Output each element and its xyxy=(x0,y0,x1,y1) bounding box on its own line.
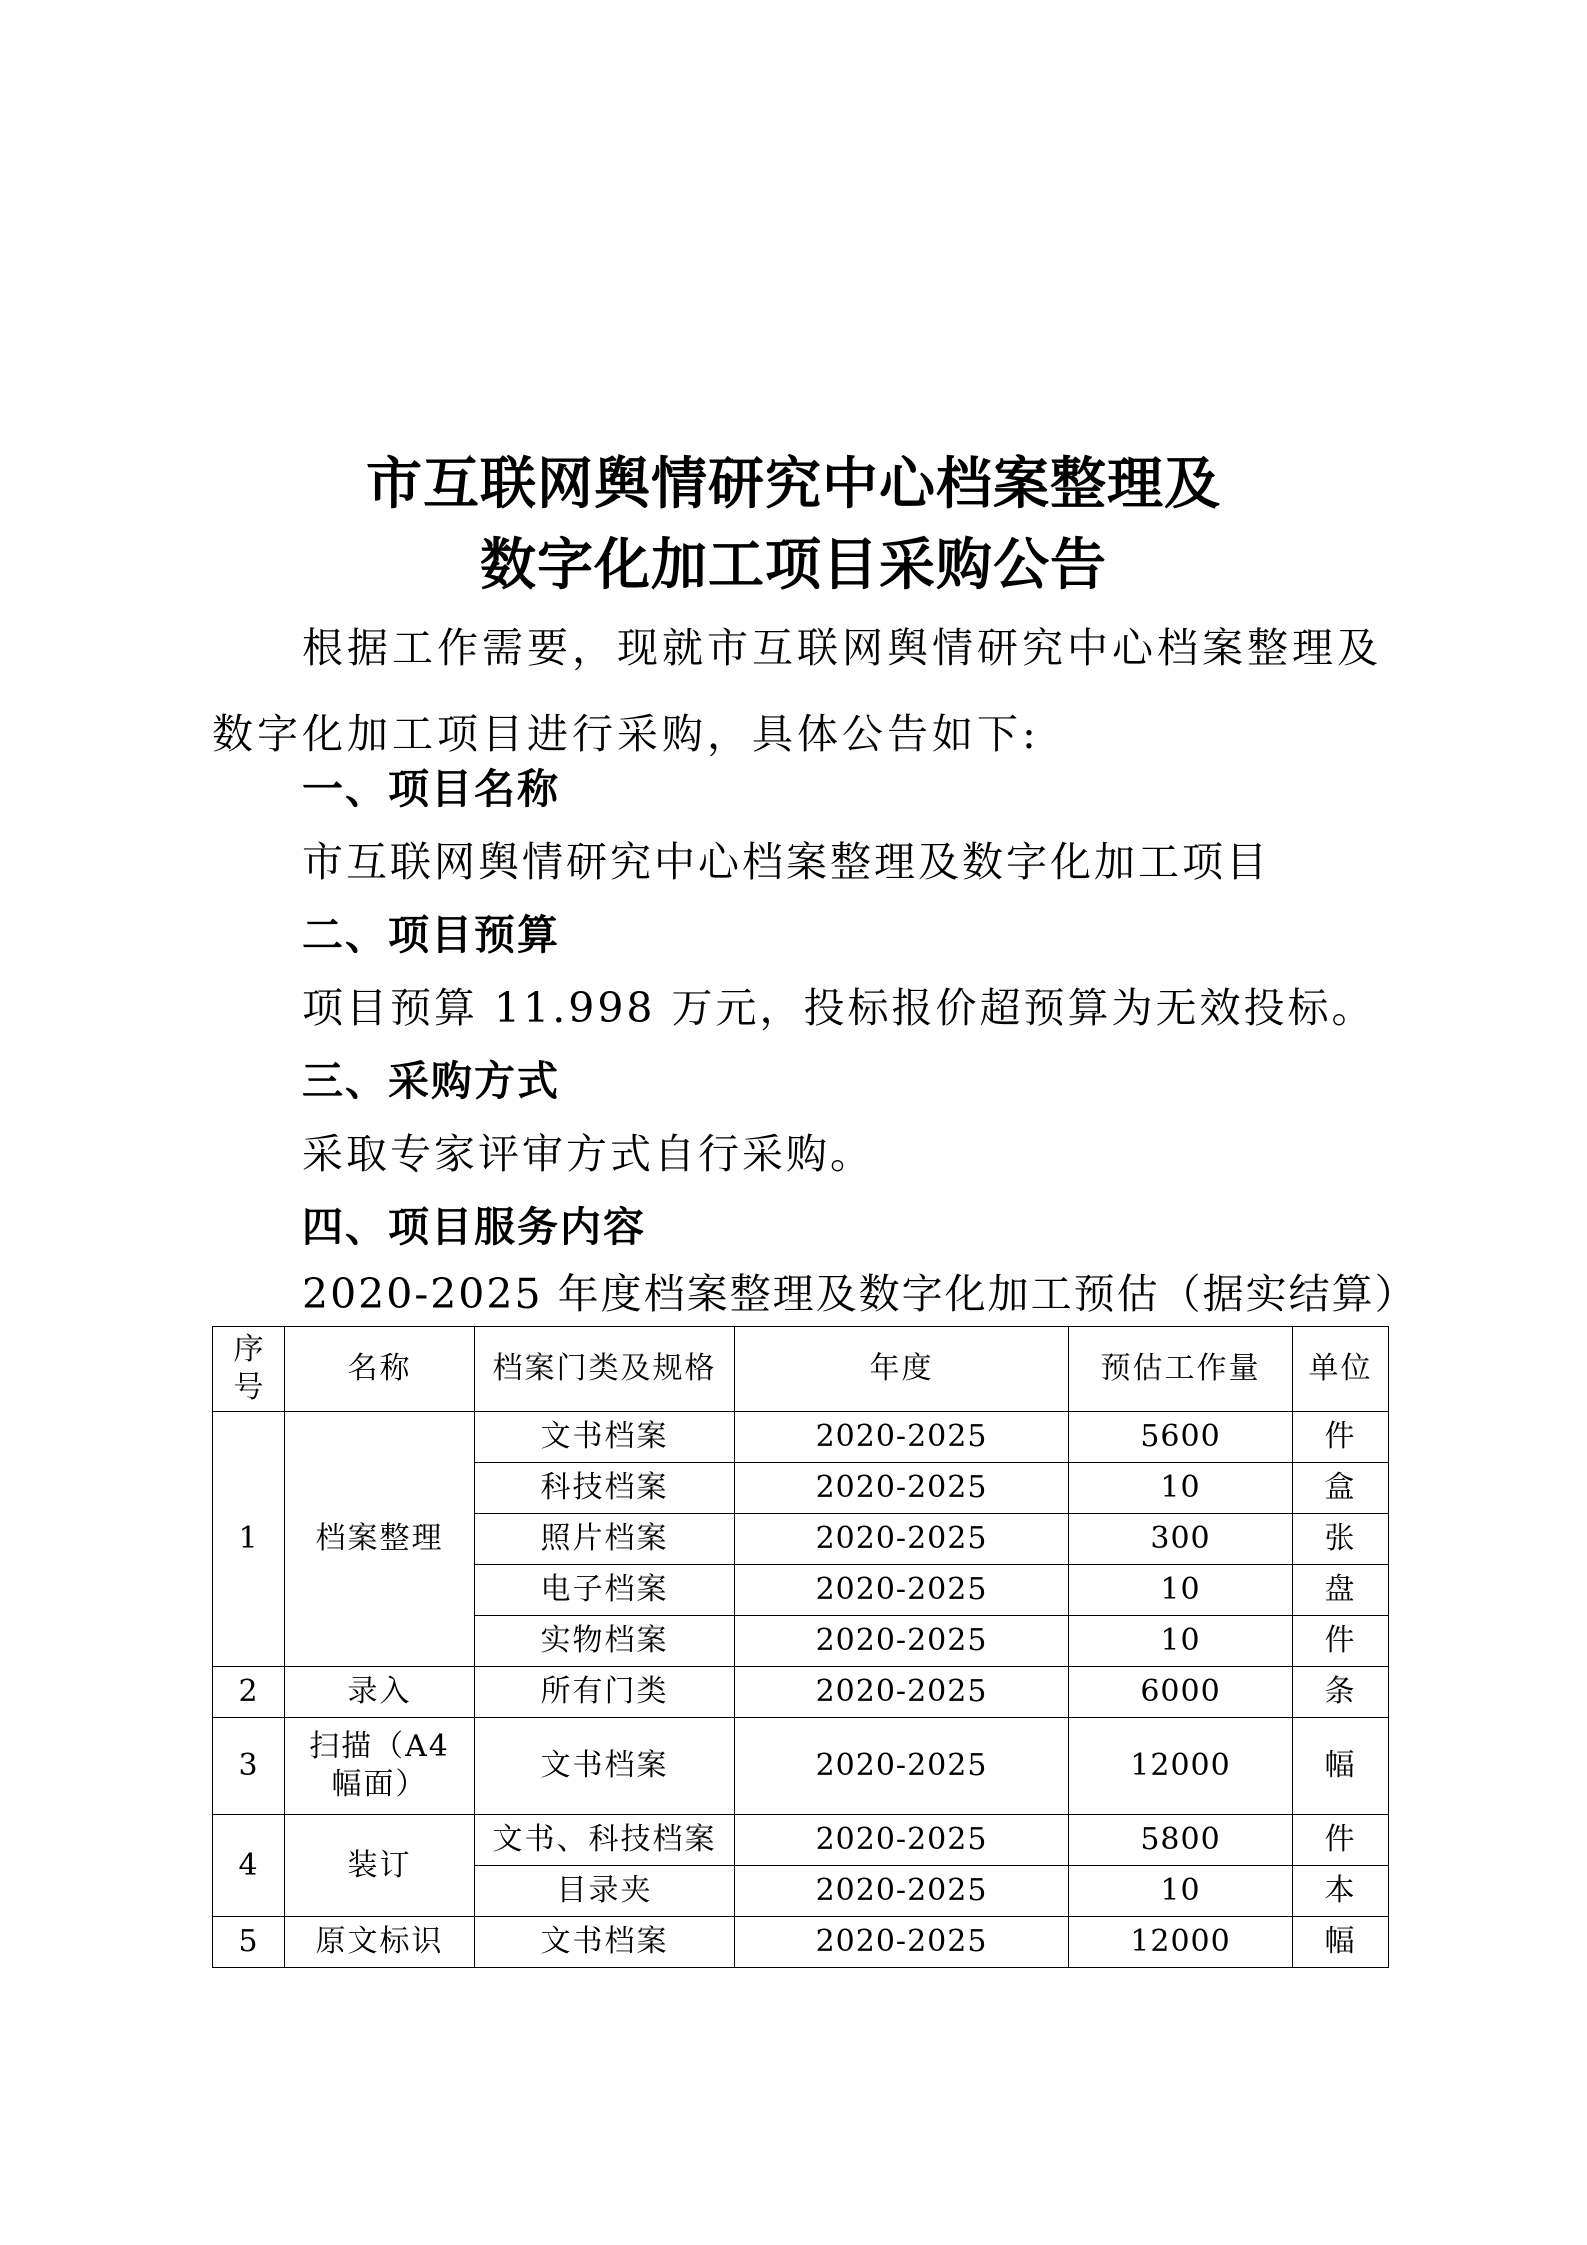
header-year: 年度 xyxy=(735,1327,1069,1412)
table-row xyxy=(213,1412,1389,1463)
row-no: 2 xyxy=(213,1667,285,1718)
row-unit: 件 xyxy=(1293,1815,1389,1866)
workload-table xyxy=(212,1326,1389,1968)
row-no: 4 xyxy=(213,1815,285,1917)
table-row xyxy=(213,1815,1389,1866)
table-row xyxy=(213,1667,1389,1718)
row-year: 2020-2025 xyxy=(735,1514,1069,1565)
intro-paragraph: 根据工作需要，现就市互联网舆情研究中心档案整理及数字化加工项目进行采购，具体公告如下: xyxy=(212,624,1382,758)
row-name: 扫描（A4 幅面） xyxy=(285,1718,475,1815)
row-category: 文书档案 xyxy=(475,1917,735,1968)
section-heading-project-name: 一、项目名称 xyxy=(302,765,560,813)
row-category: 照片档案 xyxy=(475,1514,735,1565)
row-no: 5 xyxy=(213,1917,285,1968)
row-category: 文书档案 xyxy=(475,1412,735,1463)
section-heading-budget: 二、项目预算 xyxy=(302,911,560,959)
row-year: 2020-2025 xyxy=(735,1565,1069,1616)
row-qty: 10 xyxy=(1069,1616,1293,1667)
header-qty: 预估工作量 xyxy=(1069,1327,1293,1412)
row-year: 2020-2025 xyxy=(735,1616,1069,1667)
row-unit: 件 xyxy=(1293,1616,1389,1667)
table-row xyxy=(213,1718,1389,1815)
row-category: 实物档案 xyxy=(475,1616,735,1667)
row-name: 原文标识 xyxy=(285,1917,475,1968)
section-body-procurement-method: 采取专家评审方式自行采购。 xyxy=(302,1130,874,1178)
row-unit: 本 xyxy=(1293,1866,1389,1917)
header-unit: 单位 xyxy=(1293,1327,1389,1412)
row-unit: 张 xyxy=(1293,1514,1389,1565)
document-title-line-2: 数字化加工项目采购公告 xyxy=(480,533,1107,598)
row-year: 2020-2025 xyxy=(735,1917,1069,1968)
row-qty: 300 xyxy=(1069,1514,1293,1565)
row-qty: 10 xyxy=(1069,1463,1293,1514)
table-header-row xyxy=(213,1327,1389,1412)
row-qty: 10 xyxy=(1069,1866,1293,1917)
section-heading-procurement-method: 三、采购方式 xyxy=(302,1057,560,1105)
row-qty: 10 xyxy=(1069,1565,1293,1616)
row-unit: 盒 xyxy=(1293,1463,1389,1514)
table-caption: 2020-2025 年度档案整理及数字化加工预估（据实结算） xyxy=(302,1270,1418,1318)
row-qty: 12000 xyxy=(1069,1917,1293,1968)
row-no: 1 xyxy=(213,1412,285,1667)
row-unit: 幅 xyxy=(1293,1718,1389,1815)
row-year: 2020-2025 xyxy=(735,1866,1069,1917)
row-unit: 件 xyxy=(1293,1412,1389,1463)
row-category: 科技档案 xyxy=(475,1463,735,1514)
row-year: 2020-2025 xyxy=(735,1412,1069,1463)
header-name: 名称 xyxy=(285,1327,475,1412)
section-heading-service-content: 四、项目服务内容 xyxy=(302,1203,646,1251)
row-unit: 幅 xyxy=(1293,1917,1389,1968)
header-category: 档案门类及规格 xyxy=(475,1327,735,1412)
row-name: 录入 xyxy=(285,1667,475,1718)
row-qty: 6000 xyxy=(1069,1667,1293,1718)
row-no: 3 xyxy=(213,1718,285,1815)
row-qty: 5600 xyxy=(1069,1412,1293,1463)
section-body-project-name: 市互联网舆情研究中心档案整理及数字化加工项目 xyxy=(302,838,1270,886)
row-category: 文书档案 xyxy=(475,1718,735,1815)
row-qty: 12000 xyxy=(1069,1718,1293,1815)
row-category: 文书、科技档案 xyxy=(475,1815,735,1866)
row-category: 目录夹 xyxy=(475,1866,735,1917)
row-unit: 条 xyxy=(1293,1667,1389,1718)
table-row xyxy=(213,1917,1389,1968)
document-title-line-1: 市互联网舆情研究中心档案整理及 xyxy=(366,452,1221,517)
row-year: 2020-2025 xyxy=(735,1463,1069,1514)
row-unit: 盘 xyxy=(1293,1565,1389,1616)
row-name: 档案整理 xyxy=(285,1412,475,1667)
row-year: 2020-2025 xyxy=(735,1667,1069,1718)
row-category: 所有门类 xyxy=(475,1667,735,1718)
header-no: 序号 xyxy=(213,1327,285,1412)
row-year: 2020-2025 xyxy=(735,1815,1069,1866)
row-qty: 5800 xyxy=(1069,1815,1293,1866)
row-category: 电子档案 xyxy=(475,1565,735,1616)
row-name: 装订 xyxy=(285,1815,475,1917)
row-year: 2020-2025 xyxy=(735,1718,1069,1815)
section-body-budget: 项目预算 11.998 万元，投标报价超预算为无效投标。 xyxy=(302,984,1376,1032)
